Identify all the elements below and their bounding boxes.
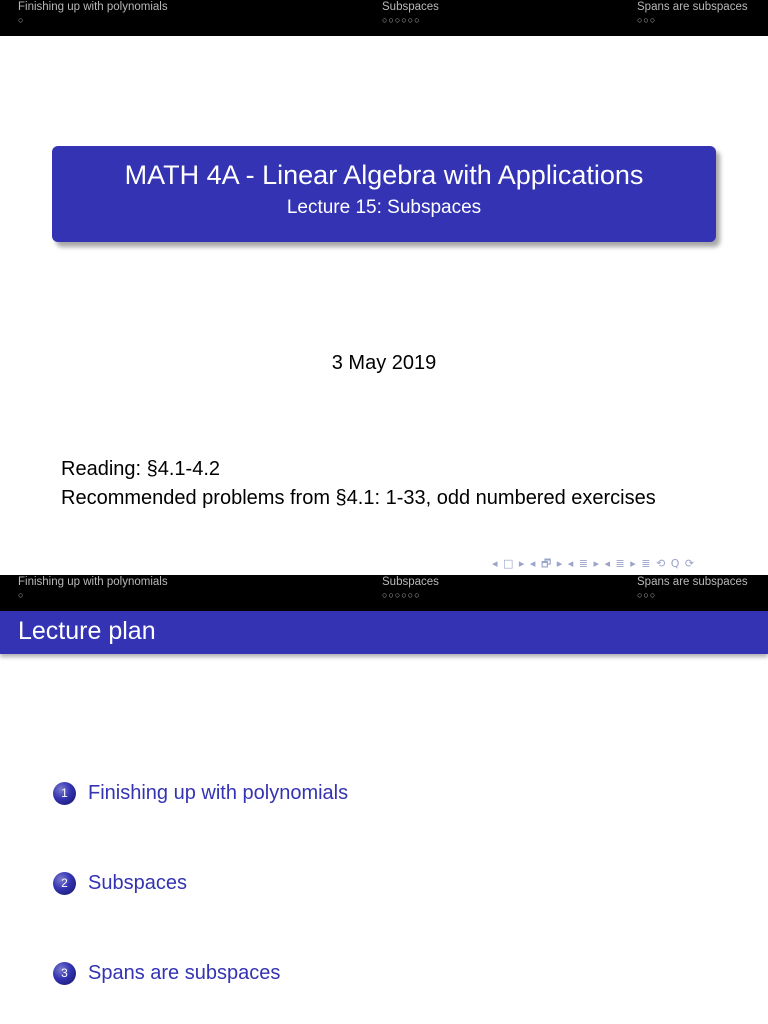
frame-title: Lecture plan — [18, 617, 156, 645]
nav-section-label: Finishing up with polynomials — [18, 1, 168, 13]
beamer-navigation-symbols[interactable]: ◂ □ ▸ ◂ 🗗 ▸ ◂ ≣ ▸ ◂ ≣ ▸ ≣ ⟲ Q ⟳ — [492, 557, 696, 570]
plan-item-subspaces[interactable] — [53, 872, 187, 895]
plan-item-link[interactable]: Subspaces — [88, 872, 187, 894]
lecture-plan-slide — [0, 575, 768, 1024]
nav-section-label: Subspaces — [382, 576, 439, 588]
nav-section-label: Spans are subspaces — [637, 576, 748, 588]
presentation-subtitle: Lecture 15: Subspaces — [286, 197, 482, 218]
recommended-problems-line: Recommended problems from §4.1: 1-33, odd numbered exercises — [61, 487, 656, 509]
numbered-ball-icon: 1 — [53, 782, 76, 805]
nav-section-subspaces[interactable] — [382, 576, 439, 602]
headline-nav — [0, 0, 768, 36]
title-box — [52, 146, 716, 242]
presentation-date: 3 May 2019 — [331, 352, 437, 374]
plan-item-link[interactable]: Finishing up with polynomials — [88, 782, 349, 804]
nav-section-dots[interactable]: ○ — [18, 590, 25, 600]
nav-section-dots[interactable]: ○○○○○○ — [382, 590, 421, 600]
plan-item-polynomials[interactable] — [53, 782, 348, 805]
nav-section-label: Subspaces — [382, 1, 439, 13]
numbered-ball-icon: 2 — [53, 872, 76, 895]
nav-section-dots[interactable]: ○○○ — [637, 590, 657, 600]
headline-nav — [0, 575, 768, 611]
presentation-title: MATH 4A - Linear Algebra with Applications — [124, 160, 644, 190]
numbered-ball-icon: 3 — [53, 962, 76, 985]
plan-item-link[interactable]: Spans are subspaces — [88, 962, 281, 984]
reading-block — [61, 455, 656, 513]
nav-section-dots[interactable]: ○○○○○○ — [382, 15, 421, 25]
plan-item-spans[interactable] — [53, 962, 280, 985]
nav-section-label: Finishing up with polynomials — [18, 576, 168, 588]
nav-section-polynomials[interactable] — [18, 1, 168, 27]
nav-section-dots[interactable]: ○○○ — [637, 15, 657, 25]
nav-section-subspaces[interactable] — [382, 1, 439, 27]
nav-section-dots[interactable]: ○ — [18, 15, 25, 25]
nav-section-spans[interactable] — [637, 576, 748, 602]
nav-section-spans[interactable] — [637, 1, 748, 27]
nav-section-label: Spans are subspaces — [637, 1, 748, 13]
frame-title-bar — [0, 611, 768, 654]
nav-section-polynomials[interactable] — [18, 576, 168, 602]
reading-line: Reading: §4.1-4.2 — [61, 458, 221, 480]
